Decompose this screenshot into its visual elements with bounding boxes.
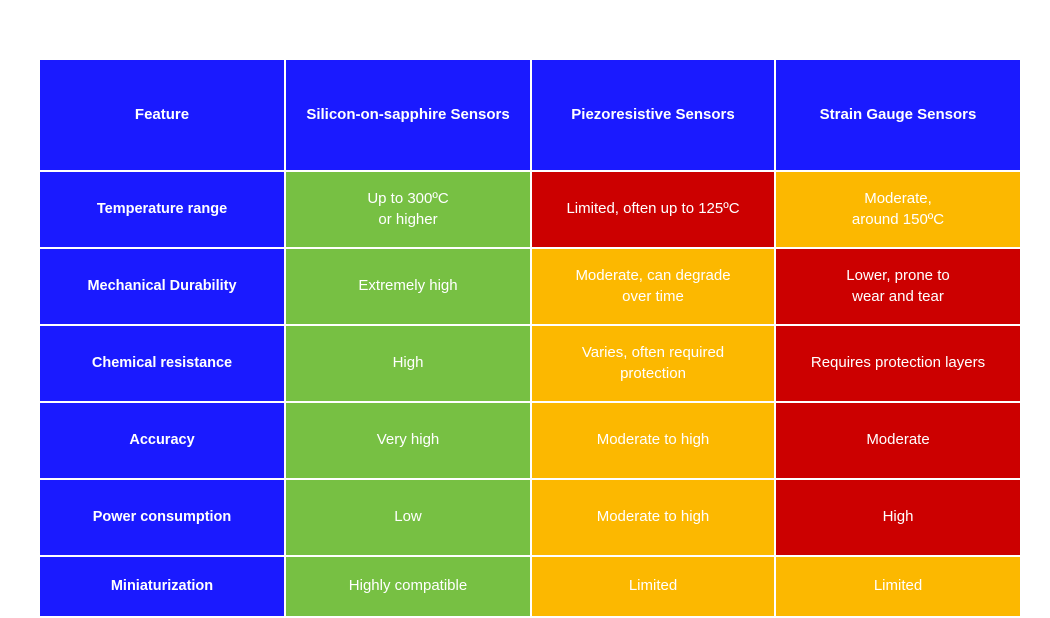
table-cell: Moderate (776, 403, 1020, 478)
table-row (40, 403, 1020, 478)
column-header-strain-gauge: Strain Gauge Sensors (776, 60, 1020, 170)
table-header-row (40, 60, 1020, 170)
table-cell: Varies, often required protection (532, 326, 774, 401)
row-header-feature: Power consumption (40, 480, 284, 555)
table-cell: Moderate to high (532, 403, 774, 478)
table-cell: Limited, often up to 125ºC (532, 172, 774, 247)
table-header (40, 60, 1020, 170)
table-cell: Very high (286, 403, 530, 478)
table-row (40, 326, 1020, 401)
table-cell: High (776, 480, 1020, 555)
row-header-feature: Accuracy (40, 403, 284, 478)
table-row (40, 172, 1020, 247)
table-cell: Moderate, around 150ºC (776, 172, 1020, 247)
row-header-feature: Temperature range (40, 172, 284, 247)
table-cell: Up to 300ºC or higher (286, 172, 530, 247)
table-cell: Limited (532, 557, 774, 616)
table-cell: Low (286, 480, 530, 555)
row-header-feature: Mechanical Durability (40, 249, 284, 324)
column-header-silicon-on-sapphire: Silicon-on-sapphire Sensors (286, 60, 530, 170)
table-cell: Moderate to high (532, 480, 774, 555)
sensor-comparison-table (38, 58, 1022, 618)
table-row (40, 480, 1020, 555)
column-header-feature: Feature (40, 60, 284, 170)
table-cell: Lower, prone to wear and tear (776, 249, 1020, 324)
table-body (40, 172, 1020, 616)
column-header-piezoresistive: Piezoresistive Sensors (532, 60, 774, 170)
table-row (40, 557, 1020, 616)
table-cell: Requires protection layers (776, 326, 1020, 401)
table-cell: Extremely high (286, 249, 530, 324)
row-header-feature: Chemical resistance (40, 326, 284, 401)
row-header-feature: Miniaturization (40, 557, 284, 616)
table-row (40, 249, 1020, 324)
table-cell: High (286, 326, 530, 401)
table-cell: Limited (776, 557, 1020, 616)
comparison-table-container (38, 58, 1012, 618)
table-cell: Highly compatible (286, 557, 530, 616)
table-cell: Moderate, can degrade over time (532, 249, 774, 324)
